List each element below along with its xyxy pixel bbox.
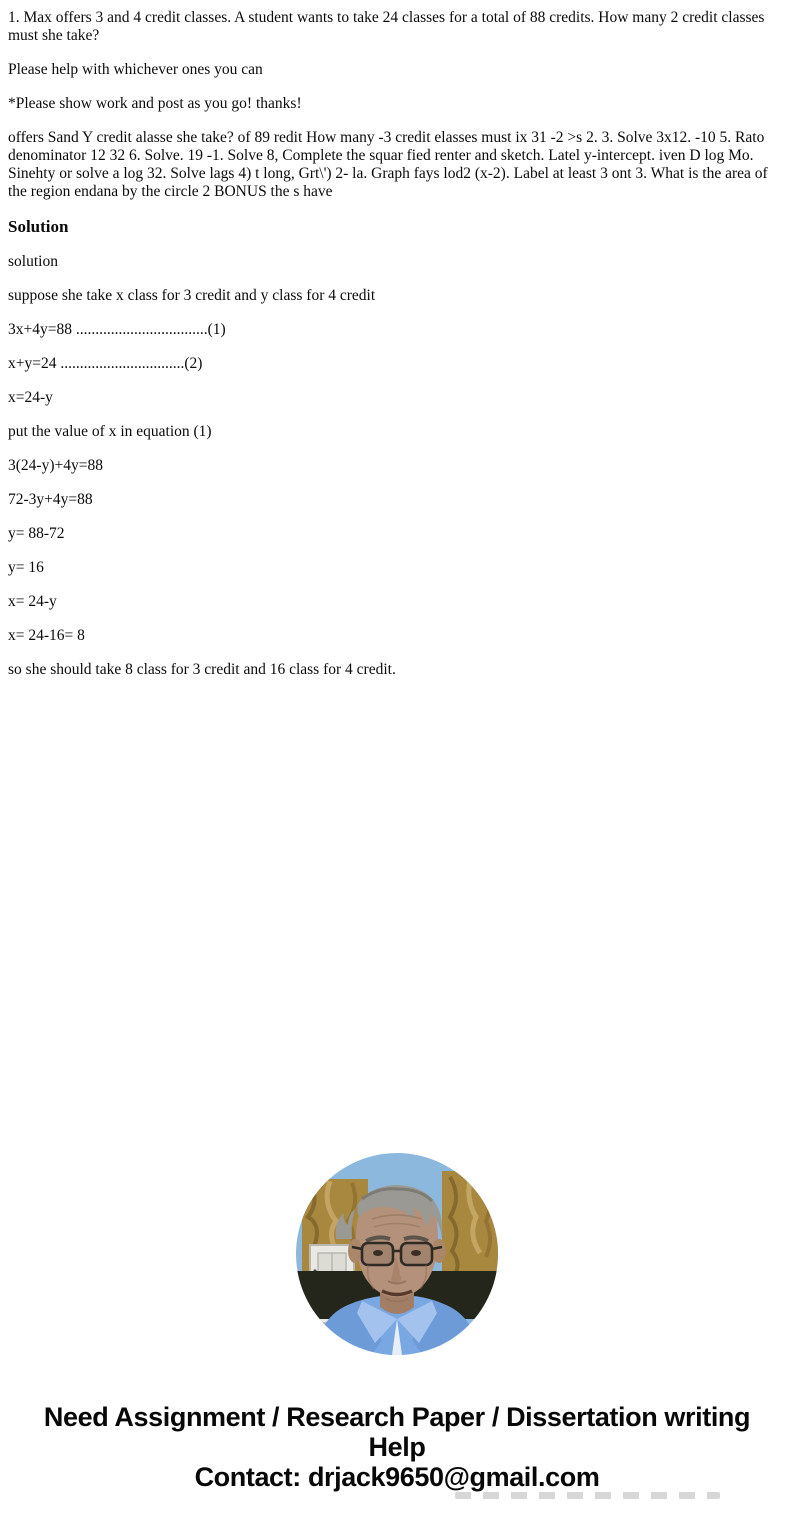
problem-statement: 1. Max offers 3 and 4 credit classes. A student wants to take 24 classes for a total of 88 credits. How many 2 credit classes must she take?: [8, 9, 765, 44]
tutor-avatar: [296, 1153, 498, 1355]
promo-footer: [0, 1402, 794, 1492]
document-body: [0, 0, 794, 679]
contact-email-line: Contact: drjack9650@gmail.com: [194, 1462, 600, 1492]
solution-line: x= 24-16= 8: [8, 627, 85, 644]
solution-line: solution: [8, 253, 58, 270]
solution-line: suppose she take x class for 3 credit and y class for 4 credit: [8, 287, 376, 304]
promo-headline: Need Assignment / Research Paper / Dissertation writing Help: [43, 1402, 751, 1462]
garbled-ocr-paragraph: offers Sand Y credit alasse she take? of 89 redit How many -3 credit elasses must ix 31 -2 >s 2. 3. Solve 3x12. -10 5. Rato denominator 12 32 6. Solve. 19 -1. Solve 8, Complete the squar fied renter and sketch. Latel y-intercept. iven D log Mo. Sinehty or solve a log 32. Solve lags 4) t long, Grt\') 2- la. Graph fays lod2 (x-2). Label at least 3 ont 3. What is the area of the region endana by the circle 2 BONUS the s have: [8, 129, 768, 200]
solution-equation-2: x+y=24 ................................(2): [8, 355, 203, 372]
solution-heading: Solution: [8, 217, 69, 236]
solution-line: x= 24-y: [8, 593, 57, 610]
help-request-line: Please help with whichever ones you can: [8, 61, 263, 78]
solution-line: x=24-y: [8, 389, 53, 406]
solution-line: 72-3y+4y=88: [8, 491, 93, 508]
solution-line: y= 88-72: [8, 525, 65, 542]
faded-text-artifact: [455, 1492, 720, 1499]
solution-line: 3(24-y)+4y=88: [8, 457, 103, 474]
solution-line: y= 16: [8, 559, 44, 576]
solution-conclusion: so she should take 8 class for 3 credit and 16 class for 4 credit.: [8, 661, 396, 678]
solution-line: put the value of x in equation (1): [8, 423, 212, 440]
show-work-note: *Please show work and post as you go! thanks!: [8, 95, 302, 112]
tutor-portrait-illustration: [296, 1153, 498, 1355]
solution-equation-1: 3x+4y=88 ..................................(1): [8, 321, 226, 338]
